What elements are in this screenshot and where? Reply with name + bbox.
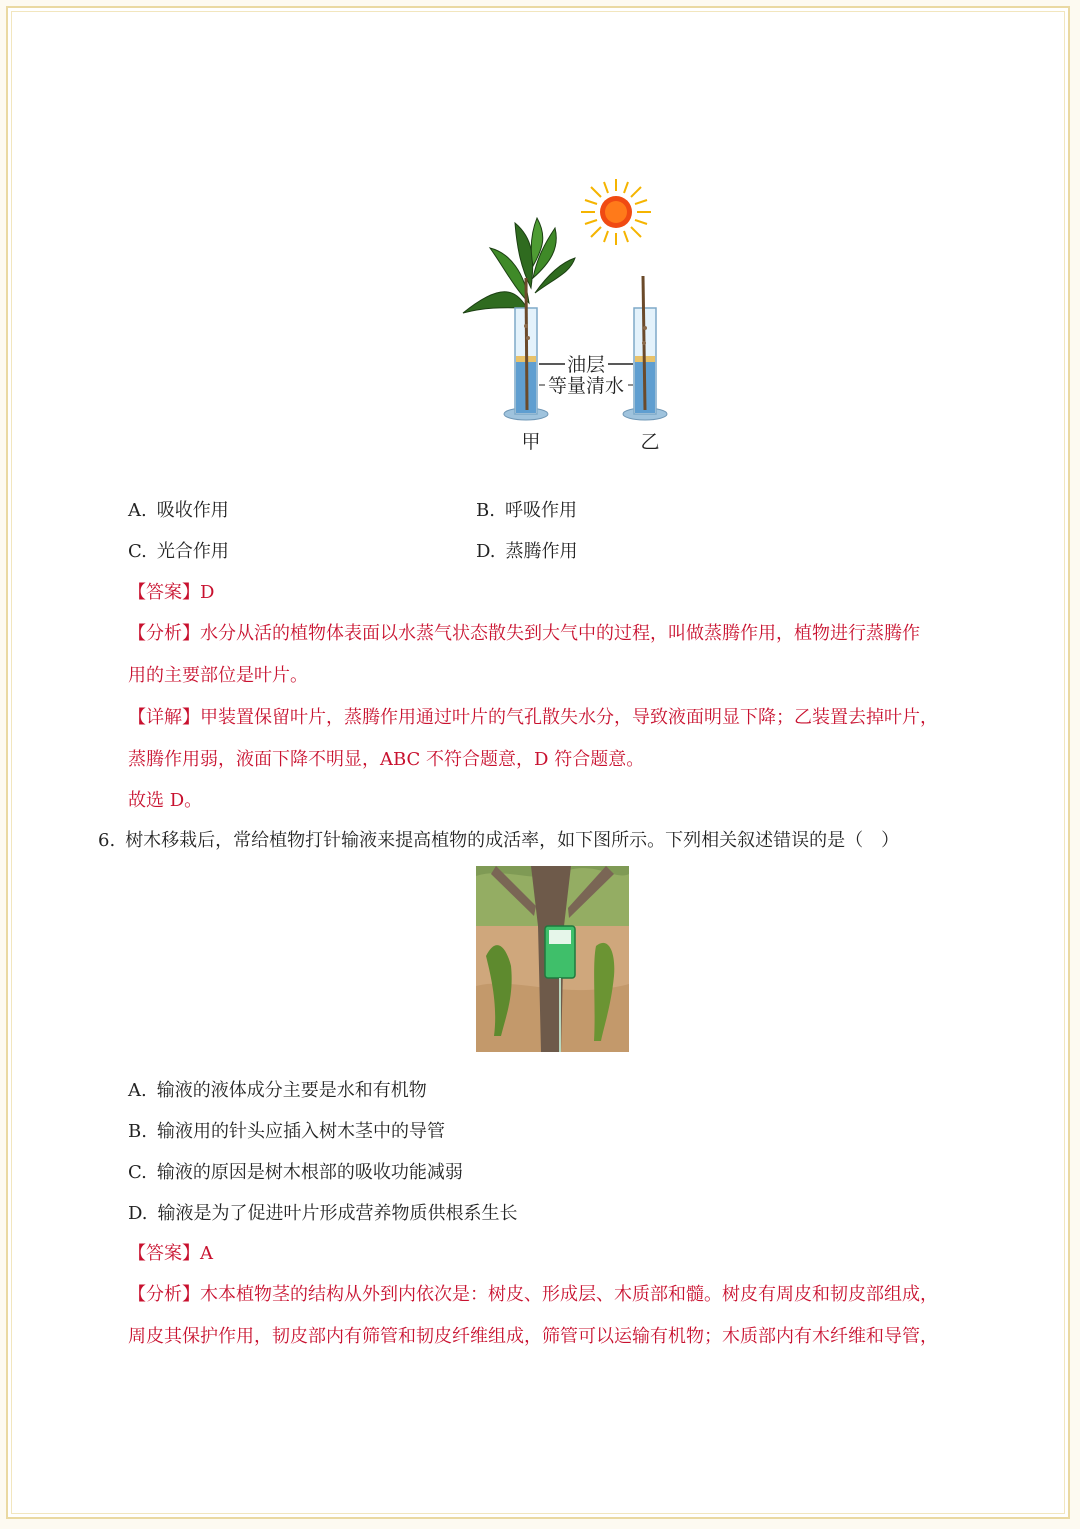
q6-analysis-line2: 周皮其保护作用，韧皮部内有筛管和韧皮纤维组成，筛管可以运输有机物；木质部内有木纤维和导管，: [128, 1326, 938, 1347]
option-letter: D.: [476, 541, 496, 562]
tube-jia-label: 甲: [521, 431, 541, 453]
q5-analysis-line1: [128, 622, 920, 646]
tree-infusion-photo: [476, 866, 629, 1052]
analysis-tag: 【分析】: [128, 623, 200, 644]
answer-value: D: [200, 582, 215, 603]
q6-option-c: [128, 1161, 463, 1185]
oil-layer-label: 油层: [566, 354, 606, 376]
detail-text: 甲装置保留叶片，蒸腾作用通过叶片的气孔散失水分，导致液面明显下降；乙装置去掉叶片，: [200, 707, 938, 728]
option-text: 光合作用: [156, 541, 229, 562]
question-text: 树木移栽后，常给植物打针输液来提高植物的成活率，如下图所示。下列相关叙述错误的是（ ）: [125, 830, 900, 851]
option-text: 输液用的针头应插入树木茎中的导管: [156, 1121, 445, 1142]
answer-tag: 【答案】: [128, 582, 200, 603]
tree-infusion-illustration: [476, 866, 629, 1052]
q5-option-a: [128, 499, 229, 523]
option-letter: D.: [128, 1203, 148, 1224]
water-label: 等量清水: [547, 375, 625, 397]
answer-value: A: [200, 1243, 213, 1264]
q5-analysis-line2: 用的主要部位是叶片。: [128, 665, 308, 686]
q5-option-c: [128, 540, 229, 564]
option-letter: C.: [128, 541, 147, 562]
analysis-text: 木本植物茎的结构从外到内依次是：树皮、形成层、木质部和髓。树皮有周皮和韧皮部组成，: [200, 1284, 938, 1305]
q6-analysis-line1: [128, 1283, 938, 1307]
q6-option-d: [128, 1202, 518, 1226]
q5-option-d: [476, 540, 578, 564]
analysis-tag: 【分析】: [128, 1284, 200, 1305]
option-text: 呼吸作用: [504, 500, 577, 521]
option-letter: B.: [128, 1121, 147, 1142]
transpiration-experiment-figure: [455, 178, 670, 458]
option-text: 输液是为了促进叶片形成营养物质供根系生长: [157, 1203, 518, 1224]
q5-option-b: [476, 499, 577, 523]
tube-yi: [623, 276, 667, 420]
option-letter: A.: [128, 500, 147, 521]
option-letter: C.: [128, 1162, 147, 1183]
option-letter: B.: [476, 500, 495, 521]
q5-detail-line2: 蒸腾作用弱，液面下降不明显，ABC 不符合题意，D 符合题意。: [128, 749, 645, 770]
option-text: 输液的原因是树木根部的吸收功能减弱: [156, 1162, 463, 1183]
answer-tag: 【答案】: [128, 1243, 200, 1264]
detail-tag: 【详解】: [128, 707, 200, 728]
plant-leaves: [463, 218, 575, 313]
question-number: 6.: [98, 830, 116, 851]
q5-answer: [128, 581, 214, 605]
sun-icon: [581, 179, 651, 245]
q6-option-b: [128, 1120, 445, 1144]
q5-conclusion: 故选 D。: [128, 790, 203, 811]
option-text: 蒸腾作用: [505, 541, 578, 562]
q5-detail-line1: [128, 706, 938, 730]
tube-yi-label: 乙: [640, 431, 660, 453]
q6-answer: [128, 1242, 213, 1266]
option-text: 吸收作用: [156, 500, 229, 521]
option-text: 输液的液体成分主要是水和有机物: [156, 1080, 427, 1101]
q6-stem: [98, 829, 899, 853]
analysis-text: 水分从活的植物体表面以水蒸气状态散失到大气中的过程，叫做蒸腾作用，植物进行蒸腾作: [200, 623, 920, 644]
q6-option-a: [128, 1079, 427, 1103]
option-letter: A.: [128, 1080, 147, 1101]
